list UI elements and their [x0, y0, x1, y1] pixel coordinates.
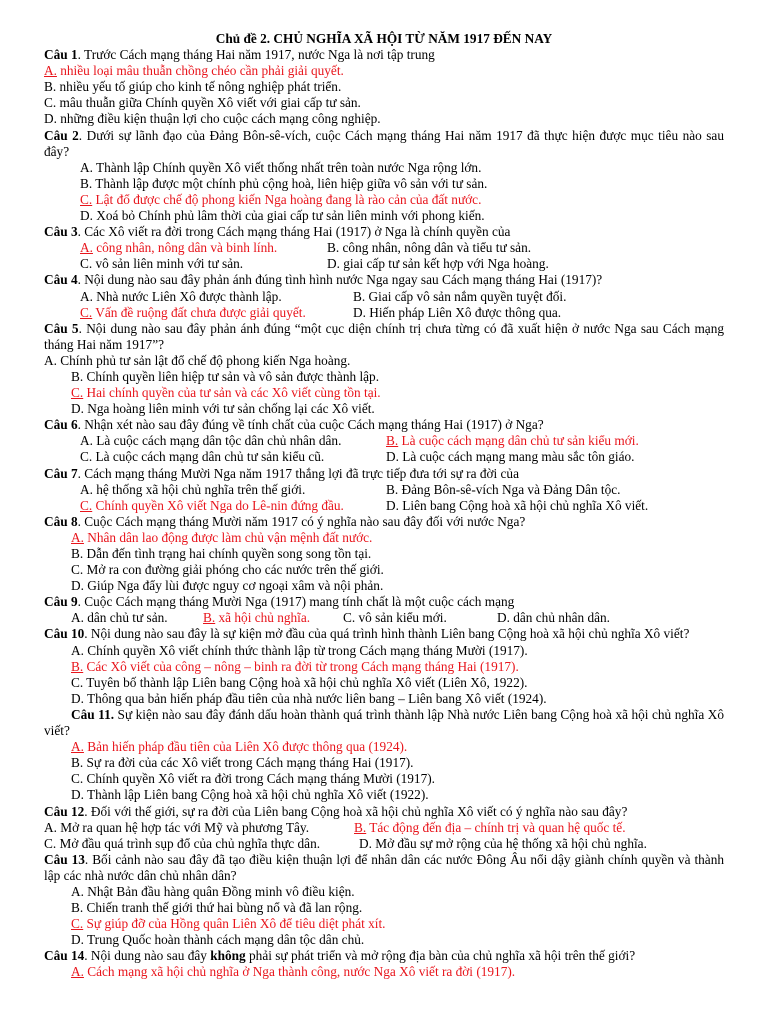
option-d: D. Hiến pháp Liên Xô được thông qua.: [353, 304, 562, 320]
option-b-correct: B. Các Xô viết của công – nông – binh ra đời từ trong Cách mạng tháng Hai (1917).: [71, 658, 519, 674]
option-d: D. Thành lập Liên bang Cộng hoà xã hội chủ nghĩa Xô viết (1922).: [71, 787, 429, 803]
question-text: Sự kiện nào sau đây đánh dấu hoàn thành quá trình thành lập Nhà nước Liên bang Cộng hoà xã hội chủ nghĩa Xô viết?: [44, 706, 724, 739]
option-c: C. vô sản liên minh với tư sản.: [80, 256, 244, 272]
question-text: phải sự phát triển và mở rộng địa bàn của chủ nghĩa xã hội trên thế giới?: [245, 948, 636, 964]
question-number: Câu 1: [44, 47, 78, 63]
option-b-correct: B. xã hội chủ nghĩa.: [203, 610, 311, 626]
option-b: B. Dẫn đến tình trạng hai chính quyền song song tồn tại.: [71, 546, 372, 561]
option-d: D. Mở đầu sự mở rộng của hệ thống xã hội chủ nghĩa.: [359, 835, 647, 851]
option-a-correct: A. Cách mạng xã hội chủ nghĩa ở Nga thành công, nước Nga Xô viết ra đời (1917).: [71, 964, 516, 980]
option-b: B. Đảng Bôn-sê-vích Nga và Đảng Dân tộc.: [386, 481, 621, 497]
question-11: [44, 707, 724, 739]
question-text: . Nhận xét nào sau đây đúng về tính chất của cuộc Cách mạng tháng Hai (1917) ở Nga?: [77, 417, 544, 433]
option-c-correct: C. Vấn đề ruộng đất chưa được giải quyết.: [80, 304, 306, 320]
option-c: C. Mở ra con đường giải phóng cho các nước trên thế giới.: [71, 562, 384, 578]
option-b: B. Thành lập được một chính phủ cộng hoà, liên hiệp giữa vô sản với tư sản.: [80, 175, 488, 191]
option-a: A. Chính phủ tư sản lật đổ chế độ phong kiến Nga hoàng.: [44, 352, 351, 368]
question-text: . Trước Cách mạng tháng Hai năm 1917, nước Nga là nơi tập trung: [77, 47, 435, 63]
document-title: Chủ đề 2. CHỦ NGHĨA XÃ HỘI TỪ NĂM 1917 ĐẾN NAY: [215, 31, 553, 46]
question-text: . Đối với thế giới, sự ra đời của Liên bang Cộng hoà xã hội chủ nghĩa Xô viết có ý nghĩa nào sau đây?: [84, 803, 628, 819]
question-number: Câu 4: [44, 272, 78, 288]
options-row-ab: [44, 240, 724, 256]
options-row: [44, 610, 724, 626]
question-1: [44, 47, 724, 63]
question-text: . Dưới sự lãnh đạo của Đảng Bôn-sê-vích, cuộc Cách mạng tháng Hai năm 1917 đã thực hiện được mục tiêu nào sau đây?: [44, 127, 724, 159]
question-9: [44, 594, 724, 610]
option-c: C. Tuyên bố thành lập Liên bang Cộng hoà xã hội chủ nghĩa Xô viết (Liên Xô, 1922).: [71, 674, 528, 690]
option-c: C. Chính quyền Xô viết ra đời trong Cách mạng tháng Mười (1917).: [71, 771, 435, 787]
option-a: A. Là cuộc cách mạng dân tộc dân chủ nhân dân.: [80, 433, 342, 449]
option-d: D. dân chủ nhân dân.: [497, 610, 610, 626]
option-b: B. Chính quyền liên hiệp tư sản và vô sản được thành lập.: [71, 368, 380, 384]
question-7: [44, 466, 724, 482]
question-number: Câu 9: [44, 594, 78, 610]
option-a: A. dân chủ tư sản.: [71, 610, 168, 626]
option-a-correct: A. Bản hiến pháp đầu tiên của Liên Xô được thông qua (1924).: [71, 739, 408, 755]
question-number: Câu 12: [44, 803, 85, 819]
option-c-correct: C. Sự giúp đỡ của Hồng quân Liên Xô để tiêu diệt phát xít.: [71, 916, 386, 932]
question-text: . Cách mạng tháng Mười Nga năm 1917 thắng lợi đã trực tiếp đưa tới sự ra đời của: [77, 465, 519, 481]
option-c: C. vô sản kiểu mới.: [343, 610, 447, 626]
question-text: . Nội dung nào sau đây phản ánh đúng “một cục diện chính trị chưa từng có đã xuất hiện ở nước Nga sau Cách mạng tháng Hai năm 1917”?: [44, 320, 725, 352]
option-b: B. nhiều yếu tố giúp cho kinh tế nông nghiệp phát triển.: [44, 79, 342, 95]
option-b-correct: B. Là cuộc cách mạng dân chủ tư sản kiểu mới.: [386, 433, 639, 449]
options-row-ab: [44, 433, 724, 449]
option-b: B. Giai cấp vô sản nắm quyền tuyệt đối.: [353, 288, 567, 304]
option-d: D. Thông qua bản hiến pháp đầu tiên của nhà nước liên bang – Liên bang Xô viết (1924).: [71, 690, 547, 706]
question-number: Câu 13: [44, 851, 85, 867]
option-a-correct: A. Nhân dân lao động được làm chủ vận mệnh đất nước.: [71, 529, 373, 545]
question-10: [44, 626, 724, 642]
option-b: B. Chiến tranh thế giới thứ hai bùng nổ và đã lan rộng.: [71, 900, 363, 916]
option-d: D. Xoá bỏ Chính phủ lâm thời của giai cấp tư sản liên minh với phong kiến.: [80, 208, 485, 224]
option-c: C. Mở đầu quá trình sụp đổ của chủ nghĩa thực dân.: [44, 835, 321, 851]
options-row-cd: [44, 836, 724, 852]
question-number: Câu 8: [44, 513, 78, 529]
option-d: D. những điều kiện thuận lợi cho cuộc cách mạng công nghiệp.: [44, 111, 381, 127]
question-text: . Cuộc Cách mạng tháng Mười năm 1917 có ý nghĩa nào sau đây đối với nước Nga?: [77, 513, 526, 529]
option-a: A. hệ thống xã hội chủ nghĩa trên thế giới.: [80, 481, 306, 497]
question-text: . Nội dung nào sau đây: [84, 948, 211, 964]
question-text: . Nội dung nào sau đây là sự kiện mở đầu của quá trình hình thành Liên bang Cộng hoà xã hội chủ nghĩa Xô viết?: [84, 626, 690, 642]
question-text: . Cuộc Cách mạng tháng Mười Nga (1917) mang tính chất là một cuộc cách mạng: [77, 594, 515, 610]
option-a-correct: A. công nhân, nông dân và binh lính.: [80, 240, 278, 256]
option-a: A. Thành lập Chính quyền Xô viết thống nhất trên toàn nước Nga rộng lớn.: [80, 159, 482, 175]
options-row-ab: [44, 820, 724, 836]
option-a-correct: A. nhiều loại mâu thuẫn chồng chéo cần phải giải quyết.: [44, 63, 344, 79]
question-number: Câu 11.: [71, 706, 115, 722]
option-c-correct: C. Hai chính quyền của tư sản và các Xô viết cùng tồn tại.: [71, 385, 381, 401]
option-c-correct: C. Lật đổ được chế độ phong kiến Nga hoàng đang là rào cản của đất nước.: [80, 191, 482, 207]
option-b: B. Sự ra đời của các Xô viết trong Cách mạng tháng Hai (1917).: [71, 755, 414, 771]
option-d: D. Liên bang Cộng hoà xã hội chủ nghĩa Xô viết.: [386, 497, 649, 513]
question-text-emphasis: không: [210, 948, 246, 964]
option-d: D. Trung Quốc hoàn thành cách mạng dân tộc dân chủ.: [71, 932, 365, 948]
question-number: Câu 3: [44, 224, 78, 240]
question-4: [44, 272, 724, 288]
options-row-ab: [44, 482, 724, 498]
question-number: Câu 5: [44, 320, 79, 336]
options-row-ab: [44, 289, 724, 305]
question-6: [44, 417, 724, 433]
option-a: A. Nhà nước Liên Xô được thành lập.: [80, 288, 282, 304]
question-14: [44, 948, 724, 964]
question-number: Câu 6: [44, 417, 78, 433]
option-d: D. Giúp Nga đẩy lùi được nguy cơ ngoại xâm và nội phản.: [71, 578, 384, 594]
question-3: [44, 224, 724, 240]
option-b-correct: B. Tác động đến địa – chính trị và quan hệ quốc tế.: [354, 819, 626, 835]
option-a: A. Nhật Bản đầu hàng quân Đồng minh vô điều kiện.: [71, 883, 355, 899]
question-text: . Bối cảnh nào sau đây đã tạo điều kiện thuận lợi để nhân dân các nước Đông Âu nổi dậy giành chính quyền và thành lập các nhà nước dân chủ nhân dân?: [44, 851, 724, 883]
options-row-cd: [44, 449, 724, 465]
option-b: B. công nhân, nông dân và tiểu tư sản.: [327, 240, 532, 256]
question-8: [44, 514, 724, 530]
option-d: D. giai cấp tư sản kết hợp với Nga hoàng.: [327, 256, 549, 272]
option-a: A. Chính quyền Xô viết chính thức thành lập từ trong Cách mạng tháng Mười (1917).: [71, 642, 528, 658]
option-a: A. Mở ra quan hệ hợp tác với Mỹ và phương Tây.: [44, 819, 310, 835]
options-row-cd: [44, 305, 724, 321]
option-d: D. Là cuộc cách mạng mang màu sắc tôn giáo.: [386, 449, 635, 465]
question-number: Câu 10: [44, 626, 85, 642]
question-text: . Nội dung nào sau đây phản ánh đúng tình hình nước Nga ngay sau Cách mạng tháng Hai (1917)?: [77, 272, 603, 288]
question-5: [44, 321, 724, 353]
question-13: [44, 852, 724, 884]
question-number: Câu 7: [44, 465, 78, 481]
option-c: C. Là cuộc cách mạng dân chủ tư sản kiểu cũ.: [80, 449, 325, 465]
question-number: Câu 2: [44, 127, 79, 143]
options-row-cd: [44, 498, 724, 514]
option-c-correct: C. Chính quyền Xô viết Nga do Lê-nin đứng đầu.: [80, 497, 344, 513]
option-c: C. mâu thuẫn giữa Chính quyền Xô viết với giai cấp tư sản.: [44, 95, 361, 111]
question-number: Câu 14: [44, 948, 85, 964]
question-2: [44, 128, 724, 160]
option-d: D. Nga hoàng liên minh với tư sản chống lại các Xô viết.: [71, 401, 375, 417]
options-row-cd: [44, 256, 724, 272]
question-12: [44, 804, 724, 820]
question-text: . Các Xô viết ra đời trong Cách mạng tháng Hai (1917) ở Nga là chính quyền của: [77, 224, 511, 240]
